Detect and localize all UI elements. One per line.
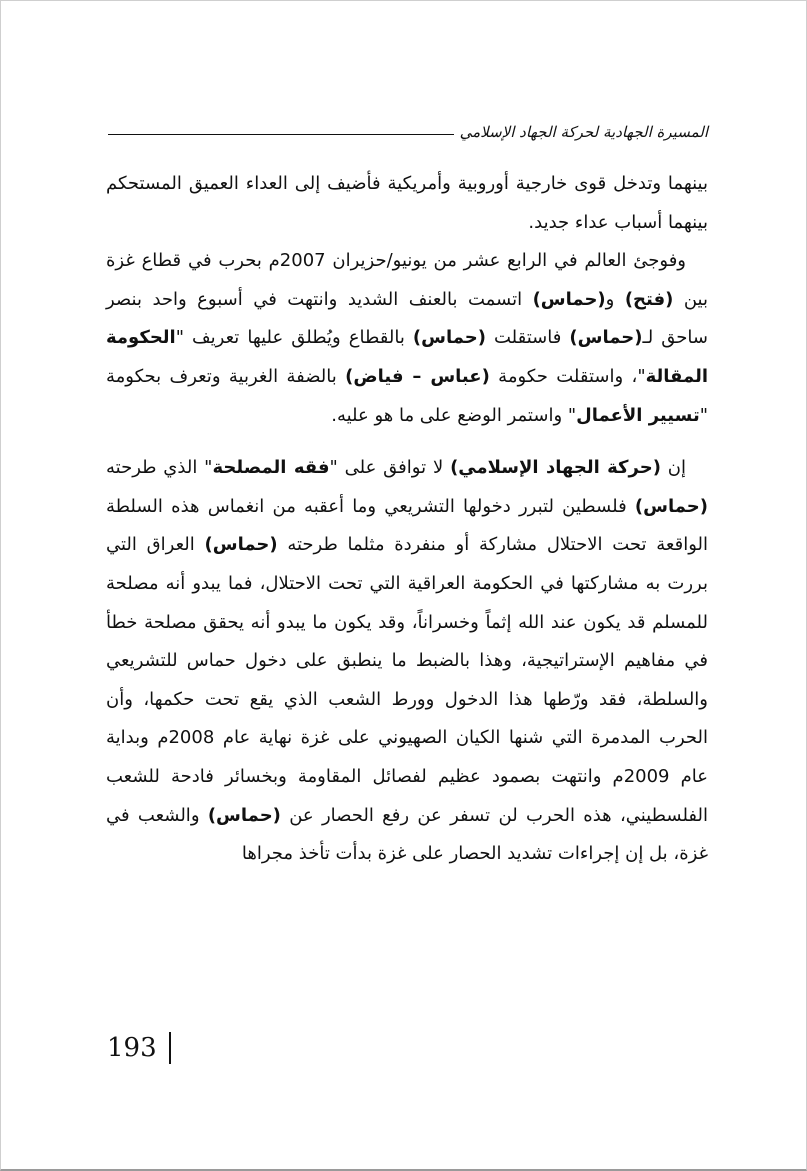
- paragraph-text: و: [605, 288, 625, 310]
- emphasized-text: (فتح): [624, 288, 674, 310]
- emphasized-text: (حماس): [412, 327, 486, 349]
- emphasized-text: (حماس): [634, 495, 708, 517]
- paragraph-text: " الذي طرحته: [106, 457, 213, 479]
- header-rule: [108, 134, 454, 135]
- paragraph: [106, 449, 708, 874]
- book-title: المسيرة الجهادية لحركة الجهاد الإسلامي: [459, 123, 708, 141]
- emphasized-text: فقه المصلحة: [212, 457, 330, 479]
- page-number-bar: [169, 1032, 171, 1064]
- emphasized-text: الحكومة المقالة: [106, 327, 709, 387]
- emphasized-text: (حماس): [569, 327, 643, 349]
- page-footer: [107, 1030, 171, 1066]
- page-number: 193: [107, 1033, 157, 1063]
- page-body: [106, 165, 708, 874]
- paragraph-text: بالقطاع ويُطلق عليها تعريف ": [175, 327, 413, 349]
- emphasized-text: (حماس): [532, 288, 606, 310]
- paragraph-text: اتسمت بالعنف الشديد وانتهت في أسبوع واحد بنصر ساحق لـ: [106, 288, 708, 349]
- paragraph-text: "، واستقلت حكومة: [489, 365, 646, 387]
- paragraph-text: " واستمر الوضع على ما هو عليه.: [331, 404, 577, 426]
- paragraph-text: وفوجئ العالم في الرابع عشر من يونيو/حزيران 2007م بحرب في قطاع غزة بين: [106, 250, 708, 310]
- emphasized-text: تسيير الأعمال: [576, 404, 700, 426]
- paragraph-text: بالضفة الغربية وتعرف بحكومة ": [106, 365, 708, 426]
- running-header: [108, 118, 708, 146]
- paragraph-text: فاستقلت: [485, 327, 570, 349]
- paragraph-text: بينهما وتدخل قوى خارجية أوروبية وأمريكية فأضيف إلى العداء العميق المستحكم بينهما أسباب عداء جديد.: [106, 173, 708, 233]
- emphasized-text: (عباس – فياض): [345, 365, 490, 387]
- paragraph-text: والشعب في غزة، بل إن إجراءات تشديد الحصار على غزة بدأت تأخذ مجراها: [106, 804, 708, 865]
- emphasized-text: (حركة الجهاد الإسلامي): [450, 457, 661, 479]
- paragraph: [106, 242, 708, 435]
- paragraph-text: لا توافق على ": [329, 457, 451, 479]
- paragraph-text: فلسطين لتبرر دخولها التشريعي وما أعقبه من انغماس هذه السلطة الواقعة تحت الاحتلال مشاركة أو منفردة مثلما طرحته: [106, 495, 708, 556]
- paragraph-text: العراق التي بررت به مشاركتها في الحكومة العراقية التي تحت الاحتلال، فما يبدو أنه مصلحة للمسلم قد يكون عند الله إثماً وخسراناً، وقد يكون ما يبدو أنه يحقق مصلحة خطأ في مفاهيم الإستراتيجية، وهذا بالضبط ما ينطبق على دخول حماس للتشريعي والسلطة، فقد ورّطها هذا الدخول وورط الشعب الذي يقع تحت حكمها، وأن الحرب المدمرة التي شنها الكيان الصهيوني على غزة نهاية عام 2008م وبداية عام 2009م وانتهت بصمود عظيم لفصائل المقاومة وبخسائر فادحة للشعب الفلسطيني، هذه الحرب لن تسفر عن رفع الحصار عن: [106, 534, 709, 826]
- emphasized-text: (حماس): [204, 534, 278, 556]
- emphasized-text: (حماس): [207, 804, 281, 826]
- paragraph: [106, 165, 708, 242]
- paragraph-text: إن: [660, 457, 687, 479]
